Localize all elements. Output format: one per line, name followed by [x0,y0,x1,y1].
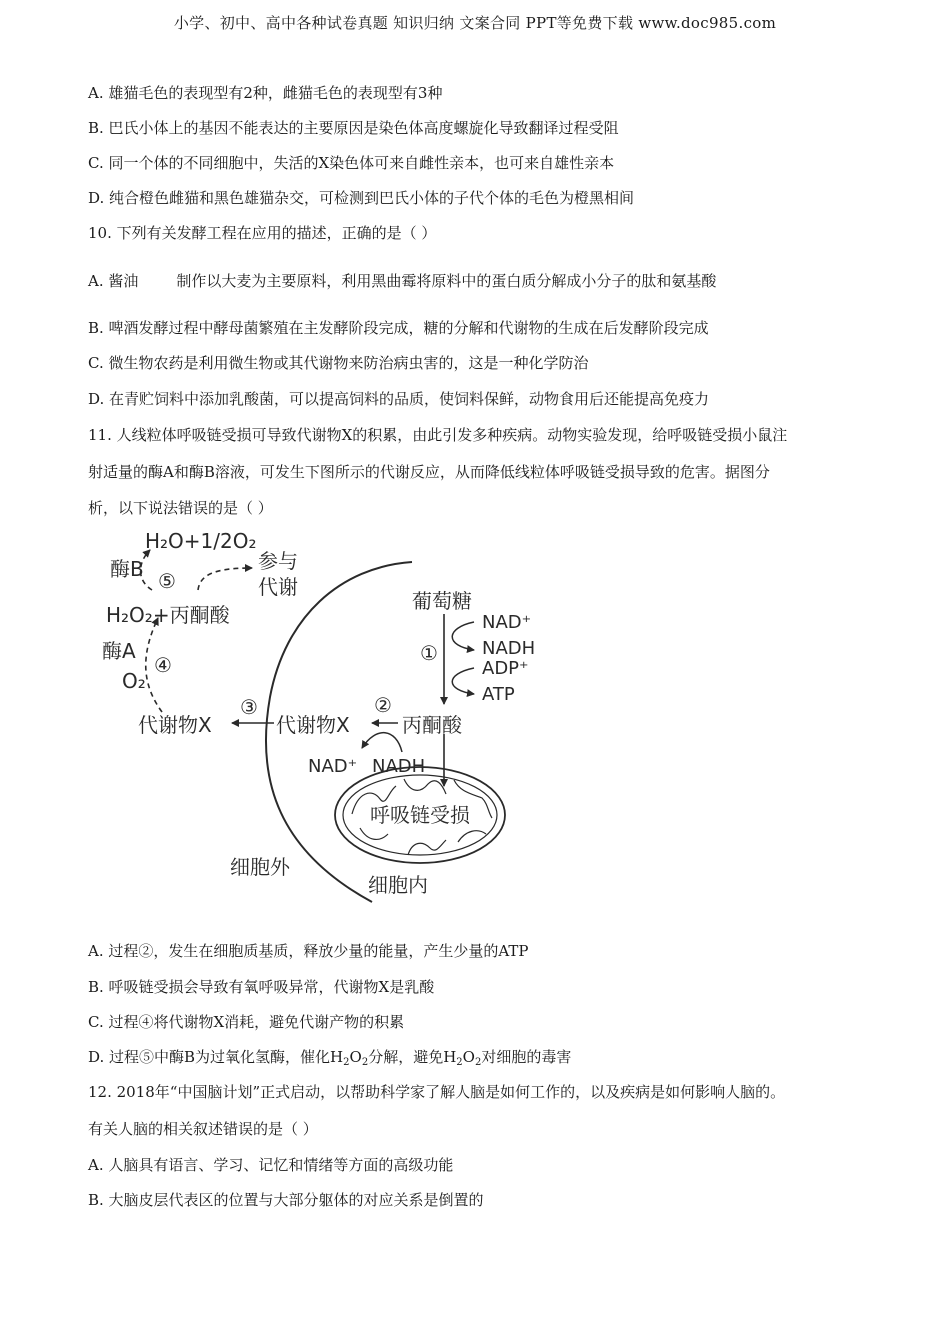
q10-option-c: C. 微生物农药是利用微生物或其代谢物来防治病虫害的，这是一种化学防治 [88,354,589,372]
subscript: 2 [474,1057,482,1068]
label-adp: ADP⁺ [482,658,529,679]
label-metabolism: 代谢 [258,575,298,599]
label-step1: ① [420,641,438,665]
q9-option-c: C. 同一个体的不同细胞中，失活的X染色体可来自雌性亲本，也可来自雄性亲本 [88,154,615,172]
nadh-curve-2 [362,733,402,752]
participate-dashed-arrow [198,568,252,590]
q12-stem-line1: 12. 2018年“中国脑计划”正式启动，以帮助科学家了解人脑是如何工作的，以及疾病是如何影响人脑的。 [88,1083,786,1101]
q9-option-a: A. 雄猫毛色的表现型有2种，雌猫毛色的表现型有3种 [88,84,443,102]
q10-option-a-label: A. 酱油 [88,272,139,290]
label-enzyme-a: 酶A [102,639,136,663]
label-step4: ④ [154,653,172,677]
q11-stem-line3: 析，以下说法错误的是（ ） [88,499,273,517]
page-header: 小学、初中、高中各种试卷真题 知识归纳 文案合同 PPT等免费下载 www.doc985.com [173,14,777,32]
label-pyruvate: 丙酮酸 [402,713,462,737]
q10-option-d: D. 在青贮饲料中添加乳酸菌，可以提高饲料的品质，使饲料保鲜，动物食用后还能提高免疫力 [88,390,710,408]
q11-option-d-post: 对细胞的毒害 [481,1048,572,1066]
q11-option-d-mid2: 分解，避免H [368,1048,457,1066]
label-nadh-1: NADH [482,638,536,659]
label-intracellular: 细胞内 [368,873,428,897]
q11-stem-line1: 11. 人线粒体呼吸链受损可导致代谢物X的积累，由此引发多种疾病。动物实验发现，给呼吸链受损小鼠注 [88,426,788,444]
q12-option-a: A. 人脑具有语言、学习、记忆和情绪等方面的高级功能 [88,1156,454,1174]
label-h2o2-pyruvate: H₂O₂+丙酮酸 [106,603,230,627]
q10-option-a-text: 制作以大麦为主要原料，利用黑曲霉将原料中的蛋白质分解成小分子的肽和氨基酸 [176,272,717,290]
label-step2: ② [374,693,392,717]
q12-option-b: B. 大脑皮层代表区的位置与大部分躯体的对应关系是倒置的 [88,1191,484,1209]
q11-option-c: C. 过程④将代谢物X消耗，避免代谢产物的积累 [88,1013,405,1031]
label-step3: ③ [240,695,258,719]
adp-curve [452,668,474,694]
q11-option-d-pre: D. 过程⑤中酶B为过氧化氢酶，催化H [88,1048,344,1066]
subscript: 2 [343,1057,350,1068]
subscript: 2 [361,1057,369,1068]
label-chain-damaged: 呼吸链受损 [370,803,470,827]
label-nad-plus-2: NAD⁺ [308,756,358,777]
q10-stem: 10. 下列有关发酵工程在应用的描述，正确的是（ ） [88,224,437,242]
label-step5: ⑤ [158,569,176,593]
q9-option-d: D. 纯合橙色雌猫和黑色雄猫杂交，可检测到巴氏小体的子代个体的毛色为橙黑相间 [88,189,635,207]
label-metab-x-inside: 代谢物X [276,713,350,737]
q10-option-b: B. 啤酒发酵过程中酵母菌繁殖在主发酵阶段完成，糖的分解和代谢物的生成在后发酵阶段完成 [88,319,709,337]
nad-curve-1 [452,622,474,650]
q11-stem-line2: 射适量的酶A和酶B溶液，可发生下图所示的代谢反应，从而降低线粒体呼吸链受损导致的危害。据图分 [88,463,770,481]
label-glucose: 葡萄糖 [412,589,472,613]
q11-option-a: A. 过程②，发生在细胞质基质，释放少量的能量，产生少量的ATP [88,942,529,960]
label-participate: 参与 [258,549,298,573]
label-atp: ATP [482,684,515,705]
q10-option-a [88,270,716,291]
label-extracellular: 细胞外 [230,855,290,879]
q11-option-d-o: O [462,1048,475,1066]
label-nadh-2: NADH [372,756,426,777]
q12-stem-line2: 有关人脑的相关叙述错误的是（ ） [88,1120,318,1138]
metabolism-diagram [90,522,560,910]
subscript: 2 [456,1057,463,1068]
q11-option-d-mid: O [349,1048,362,1066]
label-metab-x-outside: 代谢物X [138,713,212,737]
label-nad-plus-1: NAD⁺ [482,612,532,633]
label-enzyme-b: 酶B [110,557,144,581]
q11-option-d [88,1046,571,1067]
label-o2: O₂ [122,669,146,693]
q11-option-b: B. 呼吸链受损会导致有氧呼吸异常，代谢物X是乳酸 [88,978,435,996]
q9-option-b: B. 巴氏小体上的基因不能表达的主要原因是染色体高度螺旋化导致翻译过程受阻 [88,119,619,137]
label-h2o-half-o2: H₂O+1/2O₂ [145,529,257,553]
